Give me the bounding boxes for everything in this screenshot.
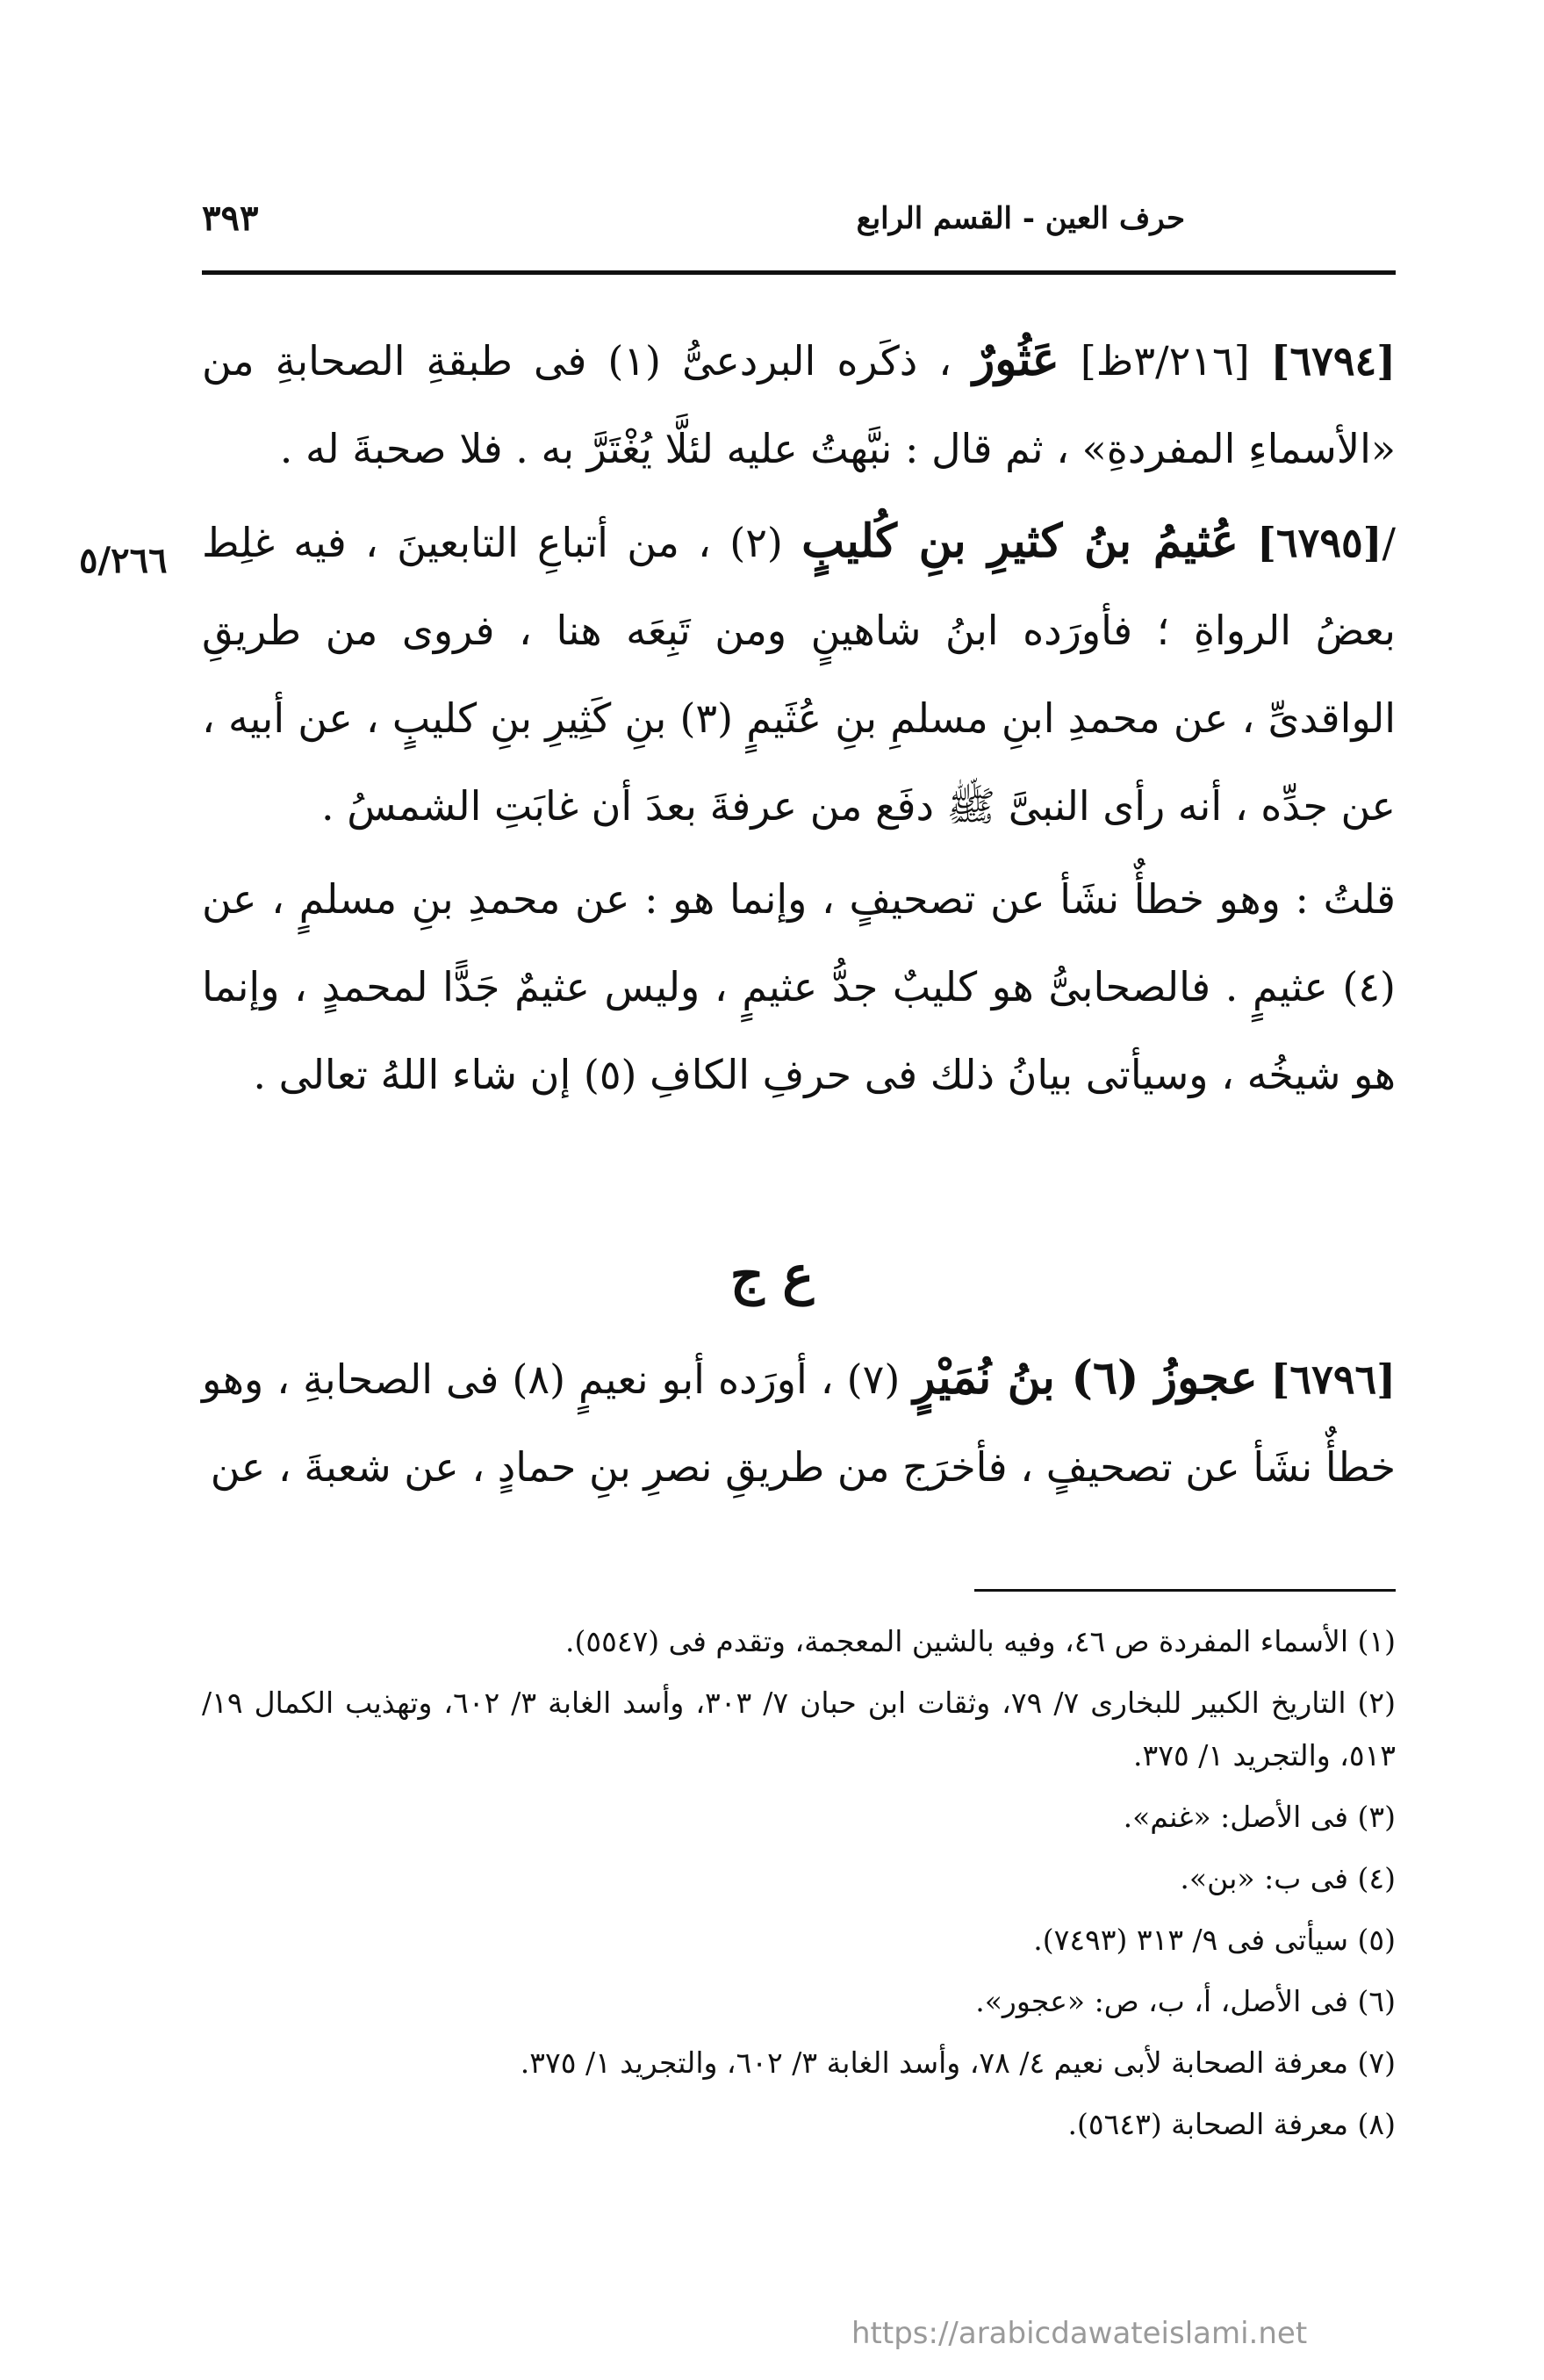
footnote: (٣) فى الأصل: «غنم». — [1123, 1800, 1396, 1834]
main-text-continued — [202, 1334, 1396, 1511]
entry-prefix: / — [1382, 519, 1396, 566]
entry-reference: [٣/٢١٦ظ] — [1080, 337, 1250, 385]
footnote: (٥) سيأتى فى ٩/ ٣١٣ (٧٤٩٣). — [1033, 1923, 1396, 1957]
entry-6795 — [202, 498, 1396, 850]
entry-number: [٦٧٩٤] — [1270, 337, 1397, 385]
entry-number: [٦٧٩٦] — [1270, 1355, 1397, 1403]
running-title: حرف العين - القسم الرابع — [856, 201, 1185, 236]
footnote-divider — [974, 1589, 1396, 1592]
page-header — [202, 198, 1396, 259]
entry-text: (٧) ، أورَده أبو نعيمٍ (٨) فى الصحابةِ ، وهو خطأٌ نشَأ عن تصحيفٍ ، فأخرَج من طريقِ نصرِ بنِ حمادٍ ، عن شعبةَ ، عن — [202, 1355, 1396, 1491]
entry-text: ، ذكَره البردعىُّ (١) فى طبقةِ الصحابةِ من «الأسماءِ المفردةِ» ، ثم قال : نبَّهتُ عليه لئلَّا يُغْتَرَّ به . فلا صحبةَ له . — [202, 337, 1396, 472]
entry-6796 — [202, 1334, 1396, 1511]
footnote: (٧) معرفة الصحابة لأبى نعيم ٤/ ٧٨، وأسد الغابة ٣/ ٦٠٢، والتجريد ١/ ٣٧٥. — [520, 2046, 1396, 2080]
footnotes — [202, 1615, 1396, 2160]
section-heading: ع ج — [729, 1245, 815, 1306]
footnote: (٢) التاريخ الكبير للبخارى ٧/ ٧٩، وثقات ابن حبان ٧/ ٣٠٣، وأسد الغابة ٣/ ٦٠٢، وتهذيب الكمال ١٩/ ٥١٣، والتجريد ١/ ٣٧٥. — [202, 1686, 1397, 1772]
entry-name: عُثيمُ بنُ كثيرِ بنِ كُليبٍ — [801, 514, 1239, 568]
entry-number: [٦٧٩٥] — [1257, 519, 1382, 566]
header-divider — [202, 270, 1396, 275]
footnote: (٤) فى ب: «بن». — [1180, 1861, 1396, 1895]
entry-name: عَثُورٌ — [973, 333, 1059, 386]
footnote: (١) الأسماء المفردة ص ٤٦، وفيه بالشين المعجمة، وتقدم فى (٥٥٤٧). — [565, 1624, 1396, 1658]
footnote: (٨) معرفة الصحابة (٥٦٤٣). — [1067, 2107, 1396, 2141]
comment-paragraph: قلتُ : وهو خطأٌ نشَأ عن تصحيفٍ ، وإنما هو : عن محمدِ بنِ مسلمٍ ، عن (٤) عثيمٍ . فالصحابىُّ هو كليبٌ جدُّ عثيمٍ ، وليس عثيمٌ جَدًّا لمحمدٍ ، وإنما هو شيخُه ، وسيأتى بيانُ ذلك فى حرفِ الكافِ (٥) إن شاء اللهُ تعالى . — [202, 875, 1396, 1098]
main-text — [202, 316, 1396, 1118]
entry-6794 — [202, 316, 1396, 493]
watermark-url: https://arabicdawateislami.net — [851, 2316, 1308, 2351]
entry-text: (٢) ، من أتباعِ التابعينَ ، فيه غلِط بعضُ الرواةِ ؛ فأورَده ابنُ شاهينٍ ومن تَبِعَه هنا ، فروى من طريقِ الواقدىِّ ، عن محمدِ ابنِ مسلمِ بنِ عُثَيمٍ (٣) بنِ كَثِيرِ بنِ كليبٍ ، عن أبيه ، عن جدِّه ، أنه رأى النبىَّ ﷺ دفَع من عرفةَ بعدَ أن غابَتِ الشمسُ . — [202, 519, 1396, 830]
page-number: ٣٩٣ — [202, 198, 259, 239]
margin-reference: ٥/٢٦٦ — [79, 540, 168, 581]
entry-name: عجوزُ (٦) بنُ نُمَيْرٍ — [913, 1351, 1258, 1405]
footnote: (٦) فى الأصل، أ، ب، ص: «عجور». — [975, 1984, 1396, 2018]
